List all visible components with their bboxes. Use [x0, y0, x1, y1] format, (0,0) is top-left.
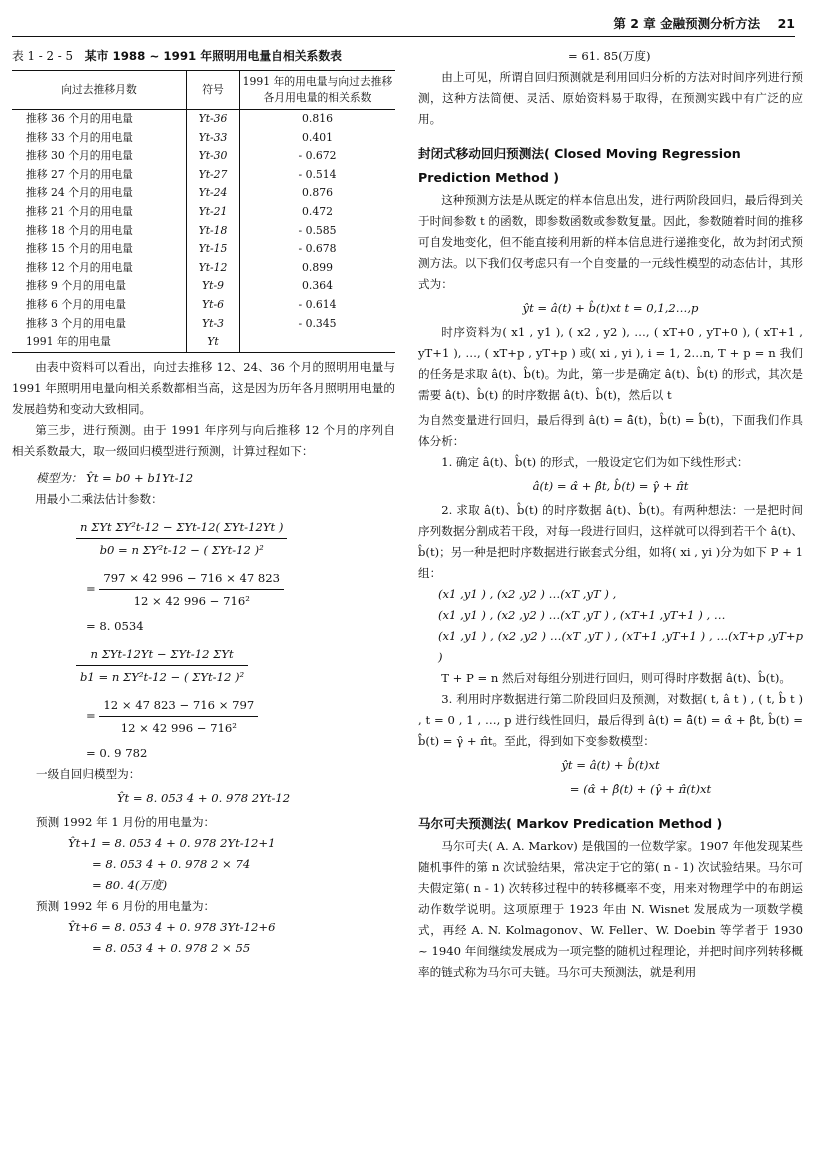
autocorrelation-table: [12, 70, 395, 353]
row-correlation: - 0.345: [298, 316, 337, 330]
group-line: (x1 ,y1 ) , (x2 ,y2 ) …(xT ,yT ) ,: [438, 587, 617, 601]
row-correlation: 0.364: [302, 279, 333, 293]
table-title: 某市 1988 ~ 1991 年照明用电量自相关系数表: [84, 49, 342, 63]
row-label: 推移 15 个月的用电量: [26, 242, 133, 256]
table-row: [12, 296, 395, 315]
row-symbol: Yt-12: [187, 259, 240, 278]
pred6-result: = 61. 85(万度): [568, 49, 651, 63]
group-line: (x1 ,y1 ) , (x2 ,y2 ) …(xT ,yT ) , (xT+1 ,yT+1 ) , …: [438, 608, 726, 622]
pred1-equation: Ŷt+1 = 8. 053 4 + 0. 978 2Yt-12+1: [68, 835, 276, 850]
equation: â(t) = α̂ + β̂t, b̂(t) = γ̂ + π̂t: [532, 479, 689, 493]
b0-value: = 8. 0534: [86, 618, 144, 633]
b1-sub-numerator: 12 × 47 823 − 716 × 797: [99, 694, 258, 717]
row-symbol: Yt-30: [187, 147, 240, 166]
row-label: 推移 18 个月的用电量: [26, 223, 133, 237]
pred1-label: 预测 1992 年 1 月份的用电量为：: [36, 814, 216, 829]
header-months: 向过去推移月数: [12, 71, 187, 110]
table-row: [12, 315, 395, 334]
model1-label: 一级自回归模型为：: [36, 766, 141, 781]
table-row: [12, 277, 395, 296]
table-label: 表 1 - 2 - 5: [12, 49, 74, 63]
row-correlation: - 0.514: [298, 167, 337, 181]
row-label: 推移 27 个月的用电量: [26, 167, 133, 181]
page-number: 21: [777, 16, 795, 31]
paragraph: 马尔可夫( A. A. Markov) 是俄国的一位数学家。1907 年他发现某些随机事件的第 n 次试验结果，常决定于它的第( n - 1) 次试验结果。马尔可夫假定第( n - 1) 次转移过程中的转移概率不变，用来对物理学中的布朗运动作数学说明。这项原理于 1923 年由 N. Wisnet 发展成为一项数学模式，再经 A. N. Kolmagonov、W. Feller、W. Doebin 等学者于 1930 ~ 1940 年间继续发展成为一项完整的随机过程理论，并把时间序列转移概率的链式称为马尔可夫链。马尔可夫预测法，就是利用: [418, 839, 803, 979]
row-label: 推移 36 个月的用电量: [26, 112, 133, 125]
row-label: 推移 3 个月的用电量: [26, 316, 127, 330]
row-label: 推移 6 个月的用电量: [26, 297, 127, 311]
equation: ŷt = â(t) + b̂(t)xt t = 0,1,2…,p: [522, 301, 699, 315]
table-row: [12, 166, 395, 185]
row-label: 推移 30 个月的用电量: [26, 149, 133, 163]
row-symbol: Yt-9: [187, 277, 240, 296]
equation: = (α̂ + β̂(t) + (γ̂ + π̂(t)xt: [569, 782, 712, 796]
paragraph: 为自然变量进行回归，最后得到 â(t) = â̂(t)，b̂(t) = b̂̂(t)，下面我们作具体分析：: [418, 413, 803, 448]
row-symbol: Yt-36: [187, 110, 240, 129]
b1-numerator: n ΣYt-12Yt − ΣYt-12 ΣYt: [76, 643, 248, 666]
paragraph: 用最小二乘法估计参数：: [35, 491, 163, 506]
table-row: [12, 129, 395, 148]
row-label: 推移 12 个月的用电量: [26, 260, 133, 274]
table-caption: [12, 46, 395, 66]
table-row: [12, 110, 395, 129]
pred6-step: = 8. 053 4 + 0. 978 2 × 55: [92, 940, 251, 955]
table-row: [12, 184, 395, 203]
row-symbol: Yt-15: [187, 240, 240, 259]
row-symbol: Yt-33: [187, 129, 240, 148]
paragraph: T + P = n 然后对每组分别进行回归，则可得时序数据 â(t)、b̂(t)。: [441, 671, 791, 685]
header-symbol: 符号: [187, 71, 240, 110]
row-symbol: Yt-21: [187, 203, 240, 222]
paragraph: 时序资料为( x1 , y1 ), ( x2 , y2 ), …, ( xT+0 , yT+0 ), ( xT+1 , yT+1 ), …, ( xT+p , yT+p ) 或( xi , yi ), i = 1, 2…n, T + p = n 我们的任务是求取 â(t)、b̂(t)。为此，第一步是确定 â(t)、b̂(t) 的形式，其次是需要 â(t)、b̂(t) 的时序数据 â(t)、b̂(t)，然后以 t: [418, 325, 803, 402]
table-row: [12, 147, 395, 166]
row-symbol: Yt-6: [187, 296, 240, 315]
b0-numerator: n ΣYt ΣY²t-12 − ΣYt-12( ΣYt-12Yt ): [76, 516, 287, 539]
paragraph: 3. 利用时序数据进行第二阶段回归及预测，对数据( t, â t ) , ( t, b̂ t ) , t = 0 , 1 , …, p 进行线性回归，最后得到 â(t) = â̂(t) = α̂ + β̂t, b̂(t) = b̂̂(t) = γ̂ + π̂t。至此，得到如下变参数模型：: [418, 692, 803, 748]
section-heading: 封闭式移动回归预测法( Closed Moving Regression Prediction Method ): [418, 146, 741, 185]
pred1-result: = 80. 4(万度): [92, 877, 168, 892]
b1-formula: [12, 643, 395, 688]
model-line: 模型为： Ŷt = b0 + b1Yt-12: [36, 470, 194, 485]
row-correlation: 0.472: [302, 204, 333, 218]
pred6-equation: Ŷt+6 = 8. 053 4 + 0. 978 3Yt-12+6: [68, 919, 276, 934]
row-correlation: - 0.672: [298, 149, 337, 163]
table-header-row: [12, 71, 395, 110]
paragraph: 这种预测方法是从既定的样本信息出发，进行两阶段回归，最后得到关于时间参数 t 的函数，即参数函数或参数复量。因此，参数随着时间的推移可自发地变化，但不能直接利用新的样本信息进行递推变化，故为封闭式预测方法。以下我们仅考虑只有一个自变量的一元线性模型的动态估计，其形式为：: [418, 193, 803, 291]
paragraph: 1. 确定 â(t)、b̂(t) 的形式，一般设定它们为如下线性形式：: [441, 455, 749, 469]
header-correlation: 1991 年的用电量与向过去推移各月用电量的相关系数: [240, 71, 396, 110]
b1-value: = 0. 9 782: [86, 745, 148, 760]
row-label: 推移 21 个月的用电量: [26, 204, 133, 218]
equation: ŷt = â(t) + b̂(t)xt: [561, 758, 660, 772]
model1-equation: Ŷt = 8. 053 4 + 0. 978 2Yt-12: [116, 790, 291, 805]
paragraph: 由上可见，所谓自回归预测就是利用回归分析的方法对时间序列进行预测，这种方法简便、灵活、原始资料易于取得，在预测实践中有广泛的应用。: [418, 70, 803, 126]
pred6-label: 预测 1992 年 6 月份的用电量为：: [36, 898, 216, 913]
row-correlation: 0.876: [302, 186, 333, 200]
row-correlation: [240, 333, 396, 352]
row-correlation: - 0.678: [298, 242, 337, 256]
b1-substitution: = $\frac{12 \times 47 823 - 716 \times 797}{\text{12 × 42 996 − 716²}}$: [12, 694, 395, 739]
b1-denominator: b1 = n ΣY²t-12 − ( ΣYt-12 )²: [80, 669, 245, 684]
group-line: (x1 ,y1 ) , (x2 ,y2 ) …(xT ,yT ) , (xT+1 ,yT+1 ) , …(xT+p ,yT+p ): [438, 629, 803, 664]
table-row: [12, 222, 395, 241]
row-label: 推移 33 个月的用电量: [26, 130, 133, 144]
row-symbol: Yt-27: [187, 166, 240, 185]
b0-substitution: = $\frac{797 \times 42 996 - 716 \times 47 823}{\text{12 × 42 996 − 716²}}$: [12, 567, 395, 612]
chapter-title: 第 2 章 金融预测分析方法: [613, 16, 761, 31]
b0-formula: [12, 516, 395, 561]
section-heading: 马尔可夫预测法( Markov Predication Method ): [418, 816, 723, 831]
b1-sub-denominator: 12 × 42 996 − 716²: [120, 720, 237, 735]
row-correlation: 0.816: [302, 112, 333, 125]
row-symbol: Yt-18: [187, 222, 240, 241]
row-correlation: 0.401: [302, 130, 333, 144]
table-row: [12, 240, 395, 259]
left-column: [12, 46, 395, 959]
table-row: [12, 333, 395, 352]
paragraph: 2. 求取 â(t)、b̂(t) 的时序数据 â(t)、b̂(t)。有两种想法：一是把时间序列数据分割成若干段，对每一段进行回归，这样就可以得到若干个 â(t)、b̂(t)；另一种是把时序数据进行嵌套式分组，如将( xi , yi )分为如下 P + 1 组：: [418, 503, 803, 580]
paragraph: 由表中资料可以看出，向过去推移 12、24、36 个月的照明用电量与 1991 年照明用电量向相关系数都相当高，这是因为历年各月照明用电量的发展趋势和变动大致相同。: [12, 359, 395, 416]
row-label: 推移 9 个月的用电量: [26, 279, 127, 293]
b0-sub-denominator: 12 × 42 996 − 716²: [133, 593, 250, 608]
pred1-step: = 8. 053 4 + 0. 978 2 × 74: [92, 856, 251, 871]
row-symbol: Yt: [187, 333, 240, 352]
running-header: [12, 14, 795, 37]
row-label: 1991 年的用电量: [12, 333, 187, 352]
row-correlation: - 0.614: [298, 297, 337, 311]
right-column: [418, 46, 803, 983]
b0-sub-numerator: 797 × 42 996 − 716 × 47 823: [99, 567, 284, 590]
row-correlation: 0.899: [302, 260, 333, 274]
b0-denominator: b0 = n ΣY²t-12 − ( ΣYt-12 )²: [99, 542, 264, 557]
table-row: [12, 259, 395, 278]
row-symbol: Yt-3: [187, 315, 240, 334]
row-correlation: - 0.585: [298, 223, 337, 237]
table-row: [12, 203, 395, 222]
row-label: 推移 24 个月的用电量: [26, 186, 133, 200]
paragraph: 第三步，进行预测。由于 1991 年序列与向后推移 12 个月的序列自相关系数最大，取一级回归模型进行预测，计算过程如下：: [12, 422, 395, 458]
row-symbol: Yt-24: [187, 184, 240, 203]
